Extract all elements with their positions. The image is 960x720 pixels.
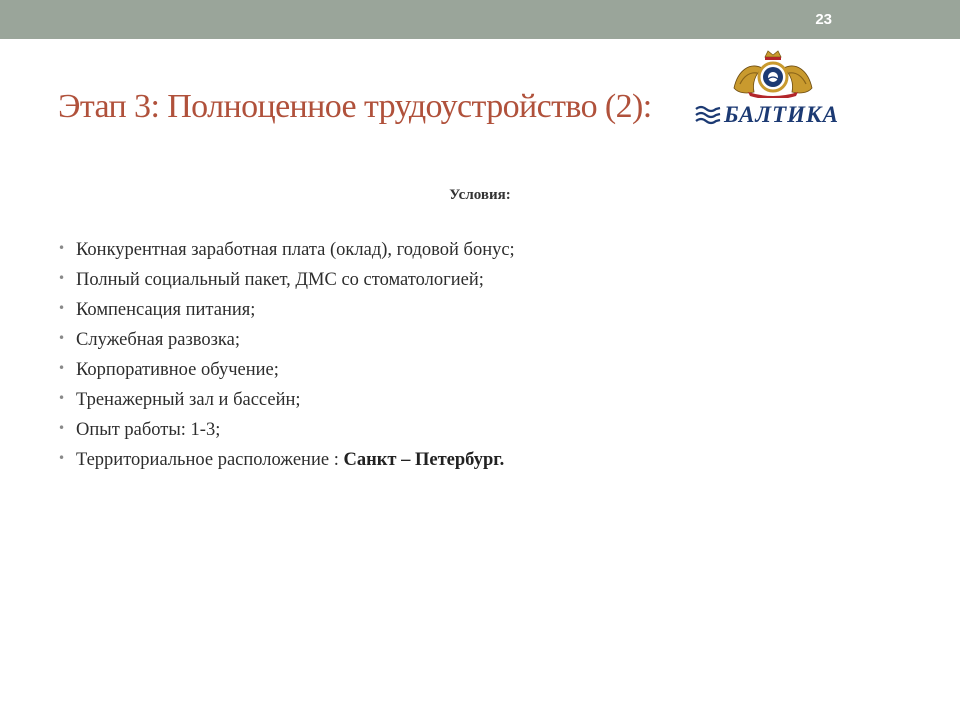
- conditions-list: [58, 240, 515, 480]
- top-bar: [0, 0, 960, 39]
- baltika-emblem-icon: [730, 48, 816, 98]
- slide-number: 23: [815, 11, 832, 28]
- baltika-logo: [694, 102, 839, 128]
- location-value: Санкт – Петербург.: [343, 450, 505, 470]
- list-item: • Полный социальный пакет, ДМС со стоматологией;: [58, 270, 484, 290]
- list-item: • Конкурентная заработная плата (оклад), годовой бонус;: [58, 240, 515, 260]
- bullet-icon: •: [58, 451, 66, 465]
- bullet-icon: •: [58, 421, 66, 435]
- slide-title: Этап 3: Полноценное трудоустройство (2):: [58, 88, 652, 125]
- list-item: • Опыт работы: 1-3;: [58, 420, 221, 440]
- bullet-icon: •: [58, 391, 66, 405]
- bullet-icon: •: [58, 361, 66, 375]
- list-item-location: [58, 450, 515, 480]
- list-item: • Корпоративное обучение;: [58, 360, 279, 380]
- bullet-icon: •: [58, 301, 66, 315]
- baltika-wordmark: БАЛТИКА: [724, 102, 839, 127]
- list-item: • Тренажерный зал и бассейн;: [58, 390, 301, 410]
- bullet-icon: •: [58, 271, 66, 285]
- location-label: Территориальное расположение :: [76, 450, 344, 470]
- bullet-icon: •: [58, 241, 66, 255]
- list-item: • Компенсация питания;: [58, 300, 256, 320]
- baltika-waves-icon: [694, 104, 722, 126]
- bullet-icon: •: [58, 331, 66, 345]
- conditions-heading: Условия:: [449, 187, 511, 203]
- list-item: • Служебная развозка;: [58, 330, 240, 350]
